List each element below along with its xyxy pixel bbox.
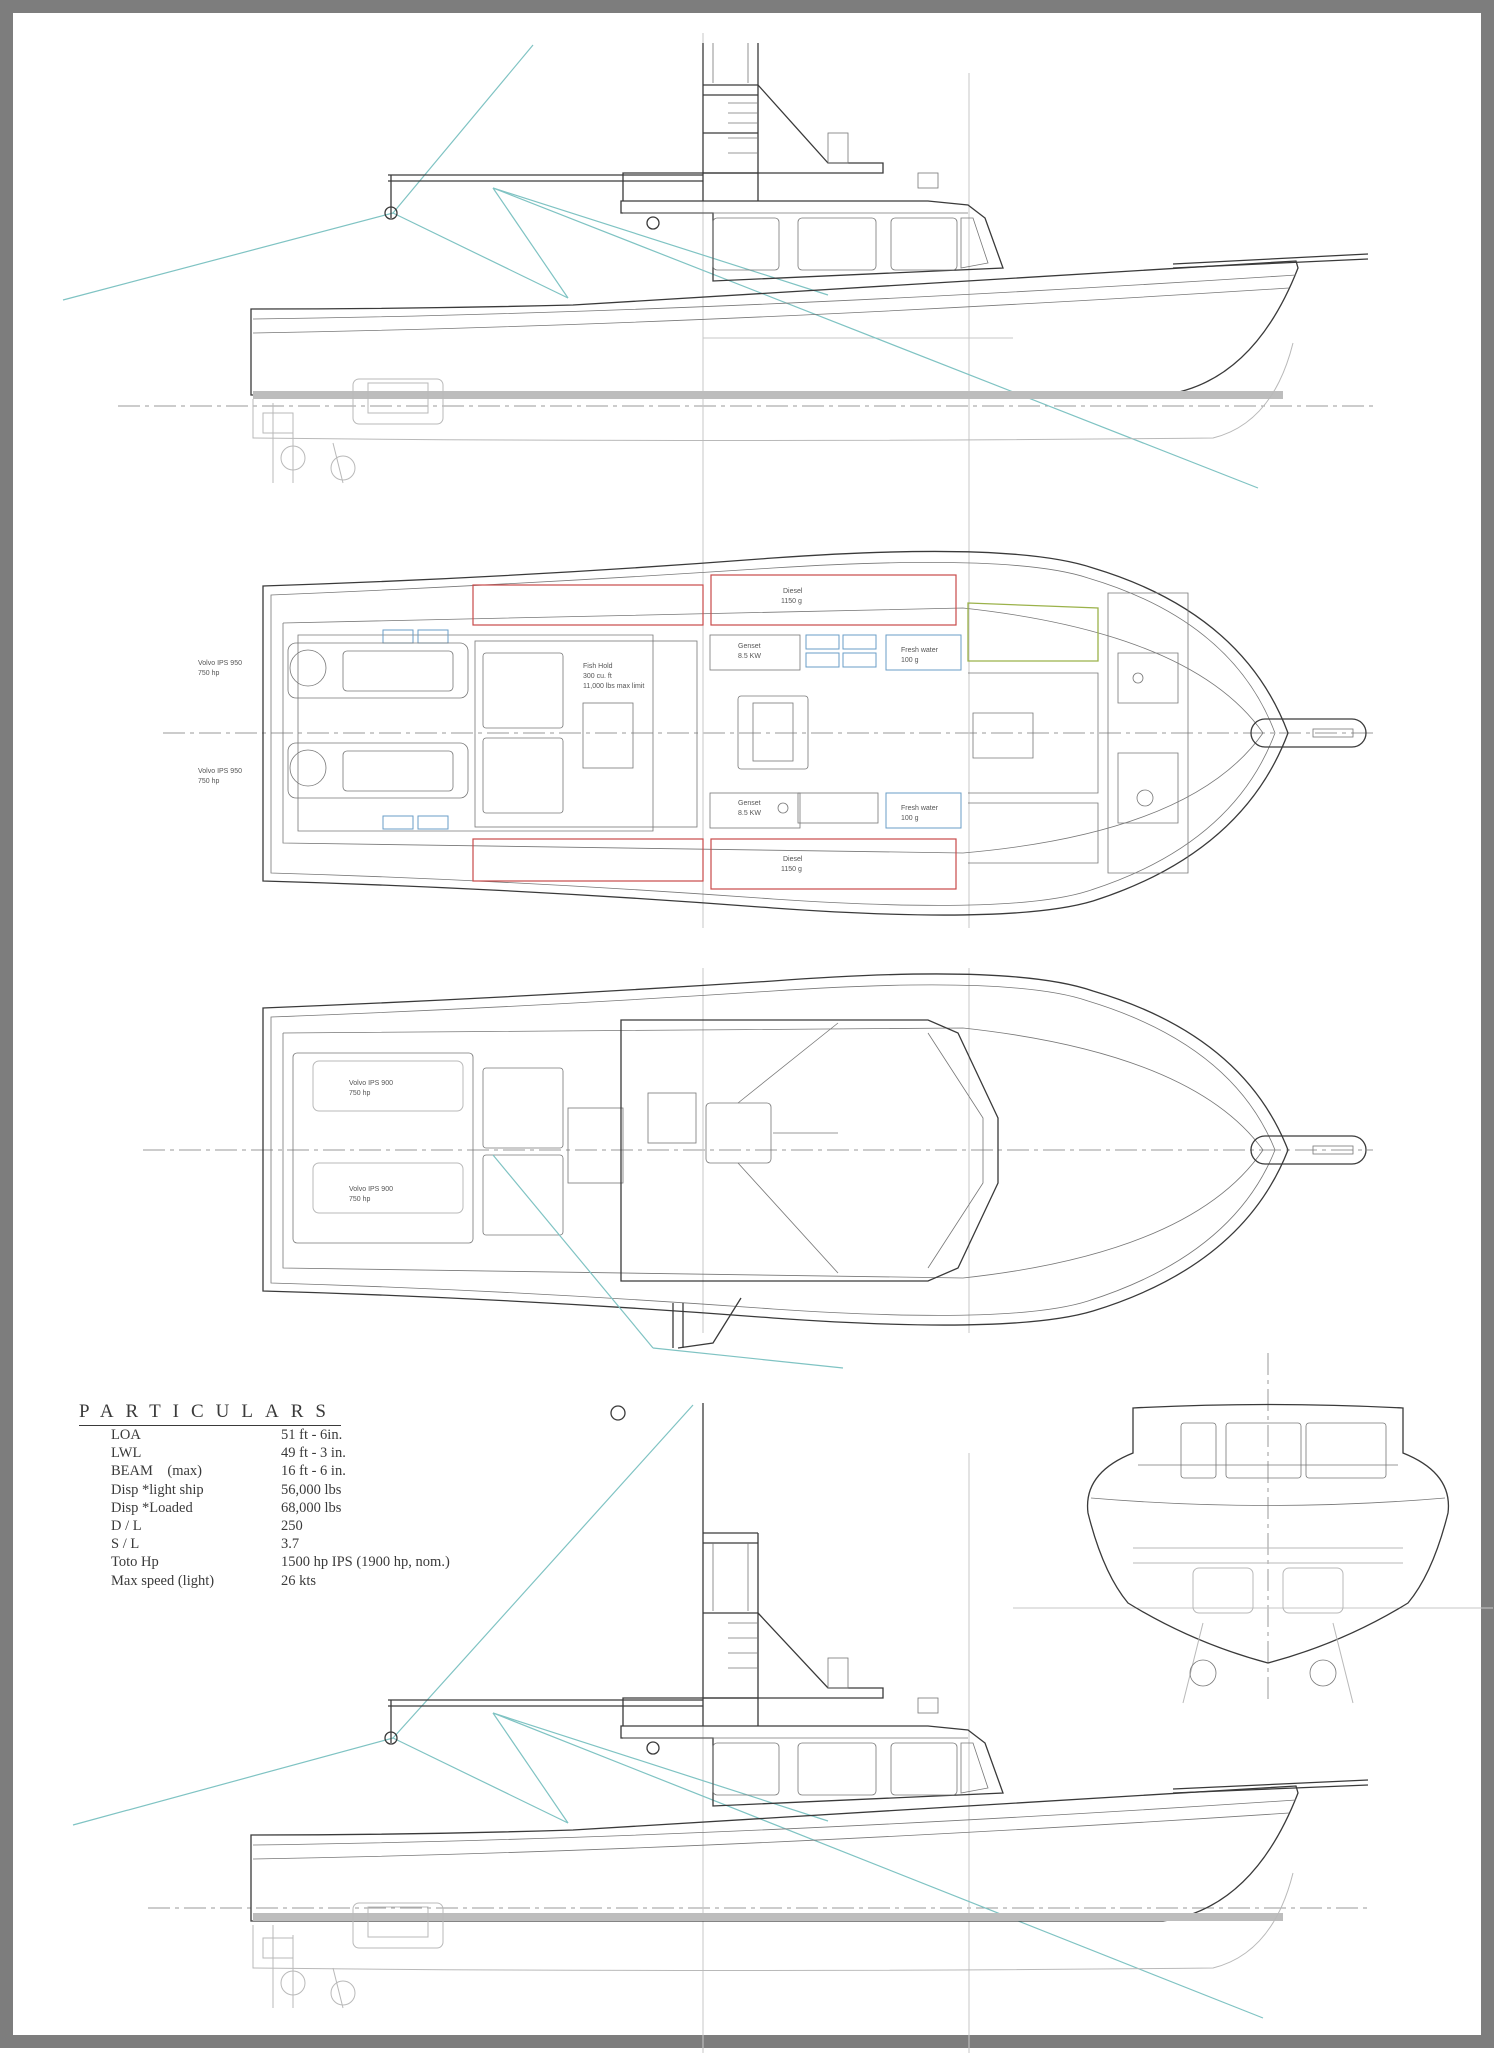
boat-drawing bbox=[13, 13, 1494, 2061]
particulars-row bbox=[79, 1553, 509, 1571]
svg-text:1150 g: 1150 g bbox=[781, 598, 802, 605]
particulars-label: Max speed (light) bbox=[111, 1572, 215, 1589]
svg-text:Volvo IPS 900: Volvo IPS 900 bbox=[349, 1080, 393, 1087]
particulars-value: 16 ft - 6 in. bbox=[281, 1463, 346, 1480]
particulars-row bbox=[79, 1426, 509, 1444]
svg-text:100 g: 100 g bbox=[901, 815, 919, 822]
particulars-label: LWL bbox=[111, 1445, 142, 1462]
svg-text:Fresh water: Fresh water bbox=[901, 805, 938, 812]
particulars-row bbox=[79, 1462, 509, 1480]
svg-text:Volvo IPS 950: Volvo IPS 950 bbox=[198, 768, 242, 775]
svg-text:750 hp: 750 hp bbox=[349, 1196, 371, 1203]
particulars-value: 68,000 lbs bbox=[281, 1499, 342, 1516]
svg-text:750 hp: 750 hp bbox=[198, 670, 220, 677]
svg-text:750 hp: 750 hp bbox=[349, 1090, 371, 1097]
particulars-value: 56,000 lbs bbox=[281, 1481, 342, 1498]
svg-text:8.5 KW: 8.5 KW bbox=[738, 653, 761, 660]
particulars-label: Disp *Loaded bbox=[111, 1499, 193, 1516]
profile-view-top bbox=[63, 33, 1373, 548]
particulars-value: 49 ft - 3 in. bbox=[281, 1445, 346, 1462]
svg-text:300 cu. ft: 300 cu. ft bbox=[583, 673, 612, 680]
svg-text:Genset: Genset bbox=[738, 643, 761, 650]
svg-text:Genset: Genset bbox=[738, 800, 761, 807]
particulars-row bbox=[79, 1535, 509, 1553]
svg-text:8.5 KW: 8.5 KW bbox=[738, 810, 761, 817]
particulars-row bbox=[79, 1481, 509, 1499]
particulars-value: 26 kts bbox=[281, 1572, 317, 1589]
svg-text:Diesel: Diesel bbox=[783, 588, 803, 595]
particulars-row bbox=[79, 1517, 509, 1535]
svg-text:Volvo IPS 950: Volvo IPS 950 bbox=[198, 660, 242, 667]
svg-text:Diesel: Diesel bbox=[783, 856, 803, 863]
particulars-row bbox=[79, 1572, 509, 1590]
particulars-label: D / L bbox=[111, 1518, 142, 1535]
svg-text:11,000 lbs max limit: 11,000 lbs max limit bbox=[583, 683, 645, 690]
body-plan bbox=[1013, 1353, 1493, 1703]
particulars-label: Toto Hp bbox=[111, 1554, 159, 1571]
particulars-label: BEAM (max) bbox=[111, 1463, 203, 1480]
particulars-value: 51 ft - 6in. bbox=[281, 1427, 343, 1443]
particulars-label: S / L bbox=[111, 1536, 140, 1553]
particulars-row bbox=[79, 1444, 509, 1462]
svg-text:Volvo IPS 900: Volvo IPS 900 bbox=[349, 1186, 393, 1193]
svg-text:100 g: 100 g bbox=[901, 657, 919, 664]
svg-text:750 hp: 750 hp bbox=[198, 778, 220, 785]
svg-text:1150 g: 1150 g bbox=[781, 866, 802, 873]
particulars-value: 250 bbox=[281, 1518, 303, 1535]
particulars-value: 3.7 bbox=[281, 1536, 300, 1553]
svg-text:Fish Hold: Fish Hold bbox=[583, 663, 613, 670]
particulars-value: 1500 hp IPS (1900 hp, nom.) bbox=[281, 1554, 450, 1571]
particulars-table bbox=[79, 1401, 509, 1590]
svg-text:Fresh water: Fresh water bbox=[901, 647, 938, 654]
deck-plan bbox=[143, 968, 1373, 1368]
particulars-title: PARTICULARS bbox=[79, 1401, 341, 1426]
particulars-row bbox=[79, 1499, 509, 1517]
particulars-label: LOA bbox=[111, 1427, 141, 1443]
particulars-label: Disp *light ship bbox=[111, 1481, 204, 1498]
accommodation-plan bbox=[163, 548, 1373, 928]
